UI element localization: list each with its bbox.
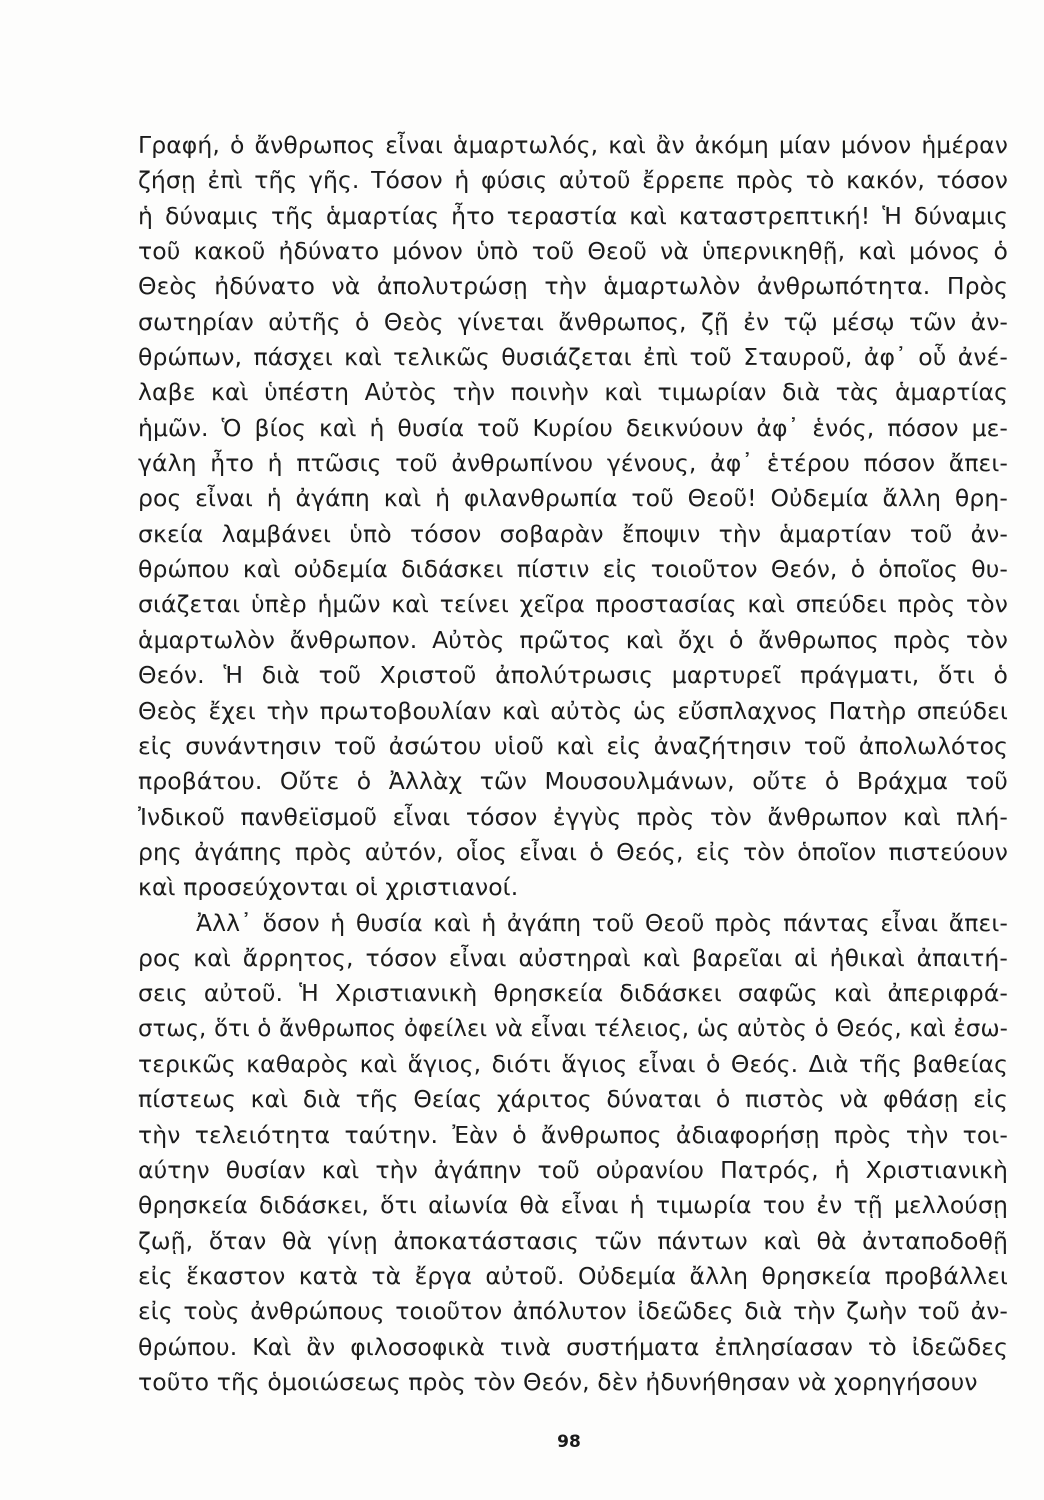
text-line: καὶ προσεύχονται οἱ χριστιανοί. bbox=[138, 873, 519, 902]
text-line: Θεὸς ἔχει τὴν πρωτοβουλίαν καὶ αὐτὸς ὡς εὔσπλαχνος Πατὴρ σπεύδει bbox=[138, 696, 1008, 725]
text-line: Θεόν. Ἡ διὰ τοῦ Χριστοῦ ἀπολύτρωσις μαρτυρεῖ πράγματι, ὅτι ὁ bbox=[138, 661, 1008, 690]
body-text bbox=[138, 128, 1008, 1400]
text-line: εἰς συνάντησιν τοῦ ἀσώτου υἱοῦ καὶ εἰς ἀναζήτησιν τοῦ ἀπολωλότος bbox=[138, 731, 1008, 760]
text-line: ρος εἶναι ἡ ἀγάπη καὶ ἡ φιλανθρωπία τοῦ Θεοῦ! Οὐδεμία ἄλλη θρη- bbox=[138, 484, 1008, 513]
text-line: ζήσῃ ἐπὶ τῆς γῆς. Τόσον ἡ φύσις αὐτοῦ ἔρρεπε πρὸς τὸ κακόν, τόσον bbox=[138, 166, 1008, 195]
text-line: Ἀλλ᾽ ὅσον ἡ θυσία καὶ ἡ ἀγάπη τοῦ Θεοῦ πρὸς πάντας εἶναι ἄπει- bbox=[196, 908, 1008, 937]
page-number: 98 bbox=[557, 1432, 581, 1452]
text-line: σκεία λαμβάνει ὑπὸ τόσον σοβαρὰν ἔποψιν τὴν ἁμαρτίαν τοῦ ἀν- bbox=[138, 519, 1008, 548]
text-line: πίστεως καὶ διὰ τῆς Θείας χάριτος δύναται ὁ πιστὸς νὰ φθάσῃ εἰς bbox=[138, 1085, 1008, 1114]
text-line: θρώπων, πάσχει καὶ τελικῶς θυσιάζεται ἐπὶ τοῦ Σταυροῦ, ἀφ᾽ οὗ ἀνέ- bbox=[138, 343, 1008, 372]
text-line: θρησκεία διδάσκει, ὅτι αἰωνία θὰ εἶναι ἡ τιμωρία του ἐν τῇ μελλούσῃ bbox=[138, 1191, 1008, 1220]
text-line: Ἰνδικοῦ πανθεϊσμοῦ εἶναι τόσον ἐγγὺς πρὸς τὸν ἄνθρωπον καὶ πλή- bbox=[138, 802, 1008, 831]
text-line: ρης ἀγάπης πρὸς αὐτόν, οἷος εἶναι ὁ Θεός, εἰς τὸν ὁποῖον πιστεύουν bbox=[138, 837, 1008, 866]
text-line: θρώπου. Καὶ ἂν φιλοσοφικὰ τινὰ συστήματα ἐπλησίασαν τὸ ἰδεῶδες bbox=[138, 1332, 1008, 1361]
text-line: προβάτου. Οὔτε ὁ Ἀλλὰχ τῶν Μουσουλμάνων, οὔτε ὁ Βράχμα τοῦ bbox=[138, 767, 1008, 796]
text-line: εἰς τοὺς ἀνθρώπους τοιοῦτον ἀπόλυτον ἰδεῶδες διὰ τὴν ζωὴν τοῦ ἀν- bbox=[138, 1297, 1008, 1326]
text-line: Θεὸς ἠδύνατο νὰ ἀπολυτρώσῃ τὴν ἁμαρτωλὸν ἀνθρωπότητα. Πρὸς bbox=[138, 272, 1008, 301]
text-line: λαβε καὶ ὑπέστη Αὐτὸς τὴν ποινὴν καὶ τιμωρίαν διὰ τὰς ἁμαρτίας bbox=[138, 378, 1008, 407]
text-line: Γραφή, ὁ ἄνθρωπος εἶναι ἁμαρτωλός, καὶ ἂν ἀκόμη μίαν μόνον ἡμέραν bbox=[138, 131, 1008, 159]
text-line: αύτην θυσίαν καὶ τὴν ἀγάπην τοῦ οὐρανίου Πατρός, ἡ Χριστιανικὴ bbox=[138, 1155, 1008, 1184]
text-line: τὴν τελειότητα ταύτην. Ἐὰν ὁ ἄνθρωπος ἀδιαφορήσῃ πρὸς τὴν τοι- bbox=[138, 1120, 1008, 1149]
text-line: ζωῇ, ὅταν θὰ γίνῃ ἀποκατάστασις τῶν πάντων καὶ θὰ ἀνταποδοθῇ bbox=[138, 1226, 1008, 1255]
text-line: σεις αὐτοῦ. Ἡ Χριστιανικὴ θρησκεία διδάσκει σαφῶς καὶ ἀπεριφρά- bbox=[138, 979, 1008, 1008]
text-line: τερικῶς καθαρὸς καὶ ἅγιος, διότι ἅγιος εἶναι ὁ Θεός. Διὰ τῆς βαθείας bbox=[138, 1049, 1008, 1078]
text-line: εἰς ἕκαστον κατὰ τὰ ἔργα αὐτοῦ. Οὐδεμία ἄλλη θρησκεία προβάλλει bbox=[138, 1262, 1008, 1290]
text-line: σιάζεται ὑπὲρ ἡμῶν καὶ τείνει χεῖρα προστασίας καὶ σπεύδει πρὸς τὸν bbox=[138, 590, 1008, 619]
text-line: ἁμαρτωλὸν ἄνθρωπον. Αὐτὸς πρῶτος καὶ ὄχι ὁ ἄνθρωπος πρὸς τὸν bbox=[138, 625, 1008, 654]
text-line: γάλη ἦτο ἡ πτῶσις τοῦ ἀνθρωπίνου γένους, ἀφ᾽ ἑτέρου πόσον ἄπει- bbox=[138, 449, 1008, 478]
text-line: θρώπου καὶ οὐδεμία διδάσκει πίστιν εἰς τοιοῦτον Θεόν, ὁ ὁποῖος θυ- bbox=[138, 555, 1008, 584]
text-line: τοῦτο τῆς ὁμοιώσεως πρὸς τὸν Θεόν, δὲν ἠδυνήθησαν νὰ χορηγήσουν bbox=[138, 1368, 978, 1397]
text-line: σωτηρίαν αὐτῆς ὁ Θεὸς γίνεται ἄνθρωπος, ζῇ ἐν τῷ μέσῳ τῶν ἀν- bbox=[138, 307, 1008, 336]
text-line: τοῦ κακοῦ ἠδύνατο μόνον ὑπὸ τοῦ Θεοῦ νὰ ὑπερνικηθῇ, καὶ μόνος ὁ bbox=[138, 237, 1008, 266]
text-line: ρος καὶ ἄρρητος, τόσον εἶναι αὐστηραὶ καὶ βαρεῖαι αἱ ἠθικαὶ ἀπαιτή- bbox=[138, 943, 1008, 972]
text-line: ἡμῶν. Ὁ βίος καὶ ἡ θυσία τοῦ Κυρίου δεικνύουν ἀφ᾽ ἑνός, πόσον με- bbox=[138, 413, 1008, 442]
text-line: στως, ὅτι ὁ ἄνθρωπος ὀφείλει νὰ εἶναι τέλειος, ὡς αὐτὸς ὁ Θεός, καὶ ἐσω- bbox=[138, 1015, 1008, 1042]
text-line: ἡ δύναμις τῆς ἁμαρτίας ἦτο τεραστία καὶ καταστρεπτική! Ἡ δύναμις bbox=[138, 201, 1008, 230]
